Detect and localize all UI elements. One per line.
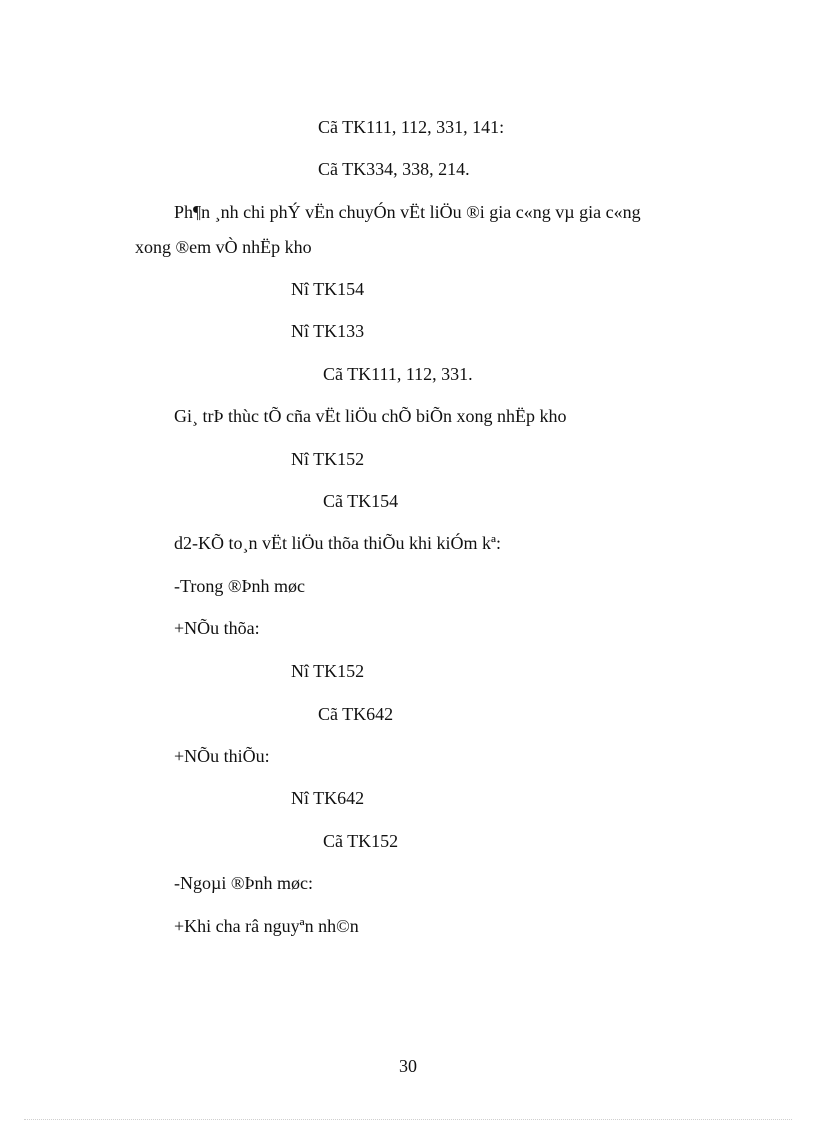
section-heading-d2: d2-KÕ to¸n vËt liÖu thõa thiÕu khi kiÓm kª: — [174, 533, 501, 553]
text-line-paragraph-start: Ph¶n ¸nh chi phÝ vËn chuyÓn vËt liÖu ®i gia c«ng vµ gia c«ng — [174, 202, 641, 222]
text-line-actual-value: Gi¸ trÞ thùc tÕ cña vËt liÖu chÕ biÕn xong nhËp kho — [174, 406, 567, 426]
page-bottom-divider — [24, 1119, 792, 1120]
text-line-if-shortage: +NÕu thiÕu: — [174, 746, 270, 766]
text-line-credit-tk642-surplus: Cã TK642 — [318, 704, 394, 724]
text-line-debit-tk133: Nî TK133 — [291, 321, 365, 341]
text-line-unknown-cause: +Khi cha râ nguyªn nh©n — [174, 916, 359, 936]
text-line-debit-tk642-shortage: Nî TK642 — [291, 788, 365, 808]
text-line-credit-accounts-2: Cã TK334, 338, 214. — [318, 159, 470, 179]
text-line-if-surplus: +NÕu thõa: — [174, 618, 260, 638]
text-line-credit-accounts-1: Cã TK111, 112, 331, 141: — [318, 117, 505, 137]
text-line-debit-tk152-surplus: Nî TK152 — [291, 661, 365, 681]
text-line-credit-tk154: Cã TK154 — [323, 491, 399, 511]
text-line-credit-tk111: Cã TK111, 112, 331. — [323, 364, 473, 384]
text-line-debit-tk152: Nî TK152 — [291, 449, 365, 469]
text-line-within-norm: -Trong ®Þnh møc — [174, 576, 306, 596]
page-number: 30 — [399, 1056, 417, 1076]
text-line-outside-norm: -Ngoµi ®Þnh møc: — [174, 873, 314, 893]
text-line-debit-tk154: Nî TK154 — [291, 279, 365, 299]
text-line-paragraph-continuation: xong ®em vÒ nhËp kho — [135, 237, 312, 257]
text-line-credit-tk152-shortage: Cã TK152 — [323, 831, 399, 851]
